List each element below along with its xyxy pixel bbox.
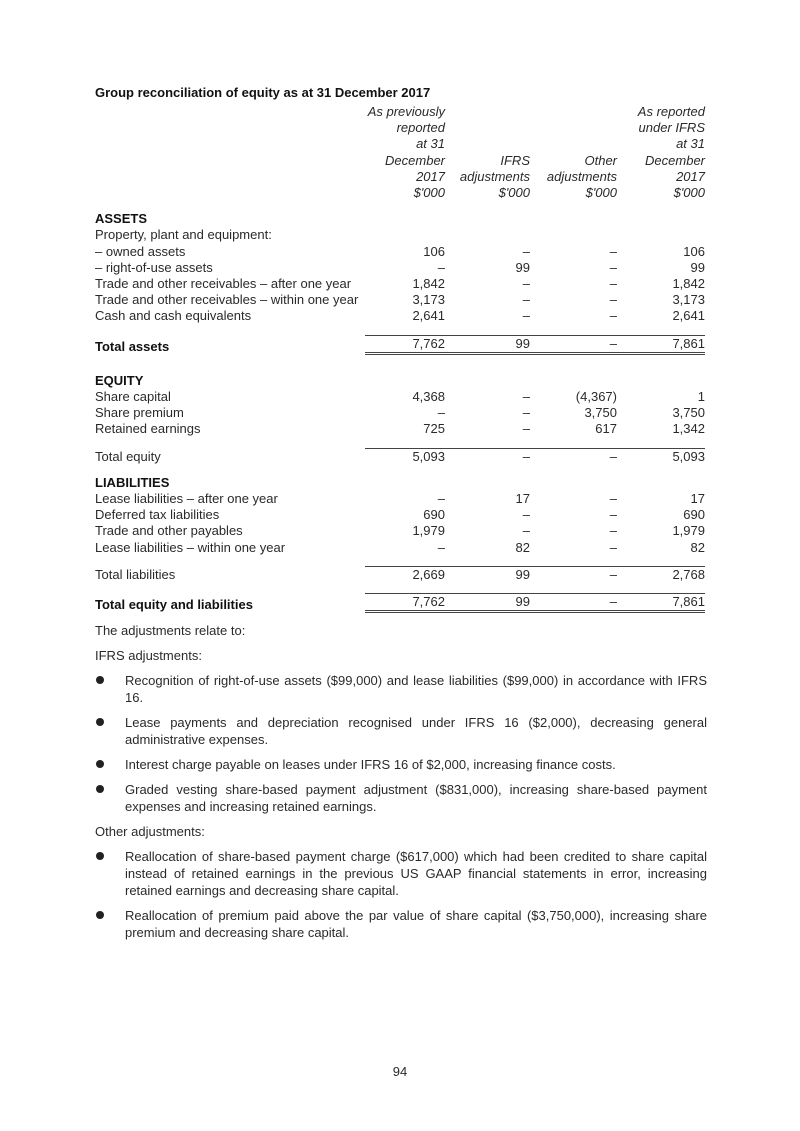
cell-value: – <box>609 243 617 259</box>
total-value: 7,762 <box>365 335 445 355</box>
grand-total-label: Total equity and liabilities <box>95 597 253 613</box>
cell-value: – <box>609 491 617 507</box>
row-label: Property, plant and equipment: <box>95 227 272 243</box>
bullet-icon <box>96 911 104 919</box>
cell-value: – <box>609 276 617 292</box>
cell-value: 4,368 <box>412 389 445 405</box>
header-line: adjustments <box>546 168 617 184</box>
cell-value: – <box>522 523 530 539</box>
cell-value: – <box>609 539 617 555</box>
table-row <box>95 308 705 324</box>
table-row <box>95 227 705 243</box>
row-label: Trade and other receivables – within one year <box>95 292 359 308</box>
cell-value: – <box>522 389 530 405</box>
total-row <box>95 566 705 583</box>
header-ifrs-adjustments <box>445 104 530 201</box>
total-label: Total assets <box>95 338 170 354</box>
cell-value: 617 <box>595 421 617 437</box>
list-item-text: Graded vesting share-based payment adjustment ($831,000), increasing share-based payment expenses and increasing retained earnings. <box>125 782 707 814</box>
header-line: $'000 <box>413 185 445 201</box>
page-number: 94 <box>392 1064 408 1079</box>
cell-value: – <box>522 421 530 437</box>
table-row <box>95 540 705 556</box>
ifrs-adjustments-heading: IFRS adjustments: <box>95 648 202 663</box>
table-row <box>95 389 705 405</box>
table-row <box>95 244 705 260</box>
cell-value: 1,842 <box>412 276 445 292</box>
header-line: adjustments <box>459 168 530 184</box>
cell-value: – <box>522 308 530 324</box>
cell-value: – <box>437 539 445 555</box>
list-item-text: Interest charge payable on leases under IFRS 16 of $2,000, increasing finance costs. <box>125 757 616 772</box>
row-label: – owned assets <box>95 243 186 259</box>
cell-value: – <box>609 292 617 308</box>
other-adjustments-list <box>95 848 707 941</box>
list-item <box>95 907 707 941</box>
bullet-icon <box>96 676 104 684</box>
spacer <box>95 438 705 448</box>
list-item <box>95 756 707 773</box>
cell-value: 99 <box>690 259 705 275</box>
cell-value: 1 <box>697 389 705 405</box>
cell-value: – <box>437 491 445 507</box>
total-value: 99 <box>445 566 530 583</box>
bullet-icon <box>96 852 104 860</box>
other-adjustments-heading: Other adjustments: <box>95 824 205 839</box>
section-heading-row <box>95 475 705 491</box>
total-label: Total equity <box>95 448 161 464</box>
cell-value: 82 <box>515 539 530 555</box>
cell-value: – <box>522 243 530 259</box>
header-line: $'000 <box>498 185 530 201</box>
cell-value: 106 <box>683 243 705 259</box>
bullet-icon <box>96 718 104 726</box>
grand-total-value: – <box>530 593 617 613</box>
ifrs-adjustments-list <box>95 672 707 815</box>
table-row <box>95 507 705 523</box>
header-line: As reported <box>637 104 705 119</box>
list-item <box>95 781 707 815</box>
spacer <box>95 201 705 211</box>
total-value: 5,093 <box>617 448 705 465</box>
list-item <box>95 672 707 706</box>
cell-value: 1,342 <box>672 421 705 437</box>
cell-value: – <box>522 292 530 308</box>
spacer <box>95 583 705 593</box>
cell-value: 690 <box>423 507 445 523</box>
adjustment-notes <box>95 622 707 949</box>
cell-value: – <box>609 308 617 324</box>
header-line: at 31 <box>416 136 445 152</box>
total-row <box>95 448 705 465</box>
cell-value: – <box>609 259 617 275</box>
list-item-text: Reallocation of premium paid above the par value of share capital ($3,750,000), increasing share premium and decreasing share capital. <box>125 908 707 940</box>
list-item-text: Lease payments and depreciation recognised under IFRS 16 ($2,000), decreasing general administrative expenses. <box>125 715 707 747</box>
cell-value: 2,641 <box>672 308 705 324</box>
row-label: Retained earnings <box>95 421 201 437</box>
header-line: reported <box>396 120 445 136</box>
table-row <box>95 421 705 437</box>
cell-value: 1,842 <box>672 276 705 292</box>
table-row <box>95 276 705 292</box>
row-label: Deferred tax liabilities <box>95 507 220 523</box>
header-line: 2017 <box>416 168 445 184</box>
bullet-icon <box>96 760 104 768</box>
header-line: 2017 <box>676 168 705 184</box>
spacer <box>95 556 705 566</box>
row-label: Cash and cash equivalents <box>95 308 252 324</box>
total-value: 5,093 <box>365 448 445 465</box>
header-line: IFRS <box>500 152 530 168</box>
cell-value: – <box>522 507 530 523</box>
spacer <box>95 325 705 335</box>
header-as-reported-ifrs <box>617 104 705 201</box>
row-label: Lease liabilities – after one year <box>95 491 278 507</box>
row-label: Trade and other payables <box>95 523 243 539</box>
row-label: Lease liabilities – within one year <box>95 539 286 555</box>
total-row <box>95 335 705 355</box>
spacer <box>95 355 705 373</box>
cell-value: 1,979 <box>672 523 705 539</box>
header-line: $'000 <box>673 185 705 201</box>
total-value: – <box>530 448 617 465</box>
header-line: at 31 <box>676 136 705 152</box>
header-line: December <box>385 152 445 168</box>
cell-value: – <box>522 276 530 292</box>
section-heading-assets: ASSETS <box>95 211 148 227</box>
cell-value: 3,750 <box>672 405 705 421</box>
table-row <box>95 491 705 507</box>
list-item-text: Reallocation of share-based payment charge ($617,000) which had been credited to share capital instead of retained earnings in the previous US GAAP financial statements in error, increasing retained earnings and decreasing share capital. <box>125 849 707 898</box>
header-line: December <box>645 152 705 168</box>
list-item <box>95 714 707 748</box>
row-label: Share premium <box>95 405 184 421</box>
cell-value: – <box>437 259 445 275</box>
cell-value: 17 <box>515 491 530 507</box>
cell-value: 3,173 <box>672 292 705 308</box>
header-blank <box>95 104 365 201</box>
cell-value: (4,367) <box>575 389 617 405</box>
header-line: Other <box>584 152 617 168</box>
table-row <box>95 292 705 308</box>
section-heading-row <box>95 211 705 227</box>
cell-value: 725 <box>423 421 445 437</box>
spacer <box>95 465 705 475</box>
cell-value: 82 <box>690 539 705 555</box>
list-item <box>95 848 707 899</box>
column-headers <box>95 104 705 201</box>
table-row <box>95 405 705 421</box>
row-label: – right-of-use assets <box>95 259 213 275</box>
table-row <box>95 523 705 539</box>
reconciliation-table <box>95 104 705 613</box>
grand-total-value: 7,762 <box>365 593 445 613</box>
bullet-icon <box>96 785 104 793</box>
cell-value: – <box>609 523 617 539</box>
header-line: under IFRS <box>638 120 705 136</box>
section-heading-row <box>95 373 705 389</box>
grand-total-row <box>95 593 705 613</box>
cell-value: – <box>522 405 530 421</box>
header-previously-reported <box>365 104 445 201</box>
cell-value: 690 <box>683 507 705 523</box>
total-value: – <box>445 448 530 465</box>
cell-value: 1,979 <box>412 523 445 539</box>
section-heading-liabilities: LIABILITIES <box>95 474 170 490</box>
notes-intro: The adjustments relate to: <box>95 623 246 638</box>
table-row <box>95 260 705 276</box>
grand-total-value: 7,861 <box>617 593 705 613</box>
cell-value: 3,750 <box>584 405 617 421</box>
cell-value: 17 <box>690 491 705 507</box>
section-heading-equity: EQUITY <box>95 372 144 388</box>
total-label: Total liabilities <box>95 566 176 582</box>
total-value: 2,768 <box>617 566 705 583</box>
grand-total-value: 99 <box>445 593 530 613</box>
total-value: – <box>530 335 617 355</box>
row-label: Trade and other receivables – after one year <box>95 276 352 292</box>
header-other-adjustments <box>530 104 617 201</box>
total-value: – <box>530 566 617 583</box>
total-value: 99 <box>445 335 530 355</box>
cell-value: 99 <box>515 259 530 275</box>
header-line: As previously <box>367 104 445 119</box>
total-value: 2,669 <box>365 566 445 583</box>
list-item-text: Recognition of right-of-use assets ($99,000) and lease liabilities ($99,000) in accordance with IFRS 16. <box>125 673 707 705</box>
page-title: Group reconciliation of equity as at 31 December 2017 <box>95 85 431 100</box>
total-value: 7,861 <box>617 335 705 355</box>
cell-value: 106 <box>423 243 445 259</box>
cell-value: – <box>609 507 617 523</box>
row-label: Share capital <box>95 389 171 405</box>
cell-value: 2,641 <box>412 308 445 324</box>
cell-value: – <box>437 405 445 421</box>
cell-value: 3,173 <box>412 292 445 308</box>
header-line: $'000 <box>585 185 617 201</box>
